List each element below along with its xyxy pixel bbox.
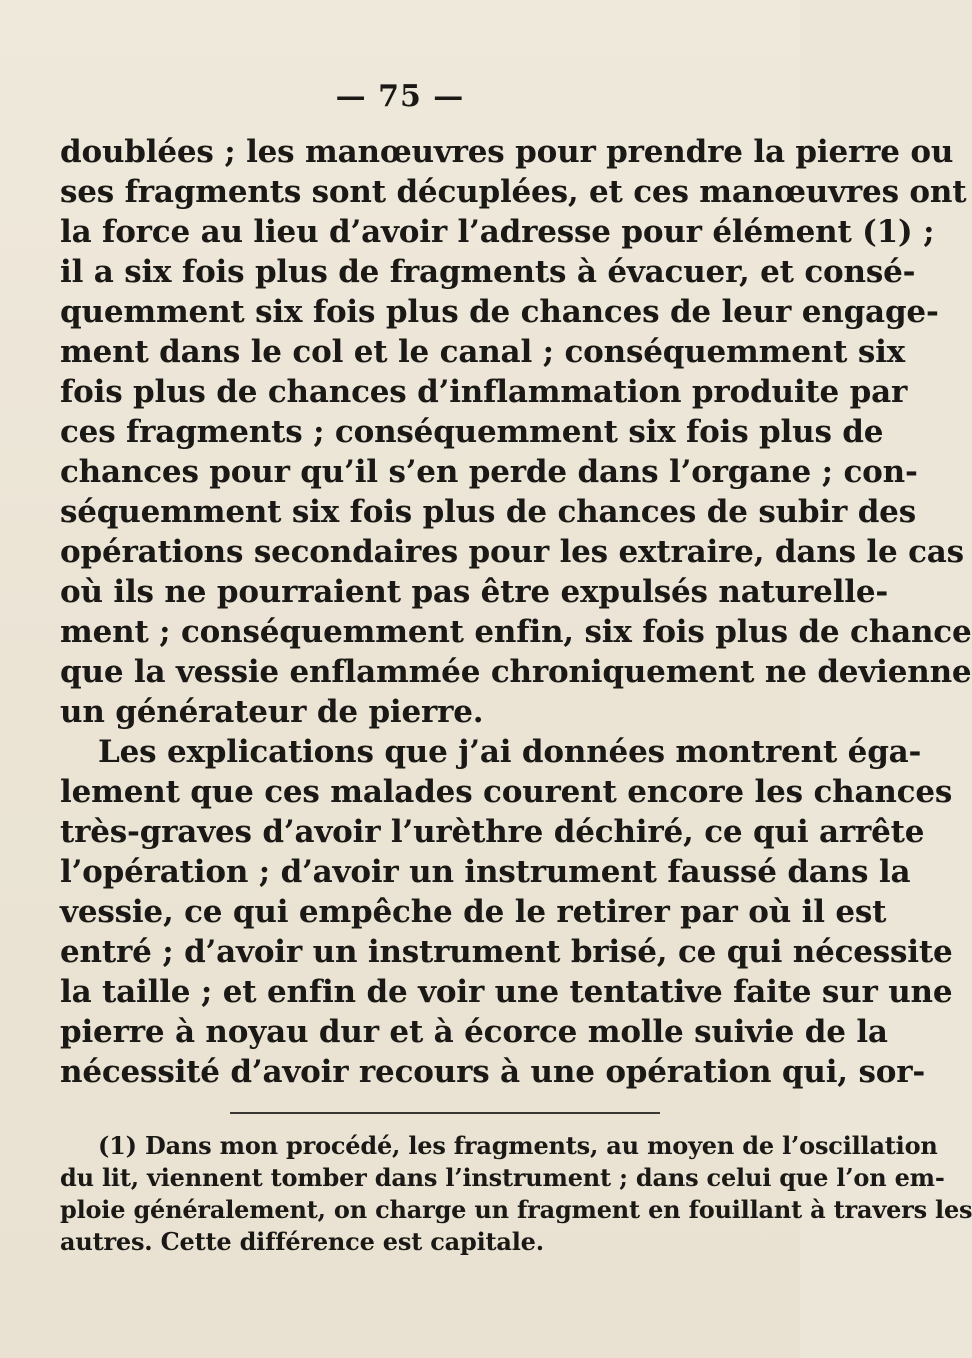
body-line: chances pour qu’il s’en perde dans l’organe ; con- <box>60 454 918 490</box>
body-line: la taille ; et enfin de voir une tentative faite sur une <box>60 974 953 1010</box>
body-line: quemment six fois plus de chances de leur engage- <box>60 294 939 330</box>
page-number: — 75 — <box>335 79 465 114</box>
body-line: pierre à noyau dur et à écorce molle suivie de la <box>60 1014 888 1050</box>
body-line: nécessité d’avoir recours à une opération qui, sor- <box>60 1054 926 1090</box>
body-line: séquemment six fois plus de chances de subir des <box>60 494 916 530</box>
footnote-separator <box>230 1112 660 1114</box>
body-line: fois plus de chances d’inflammation produite par <box>60 374 908 410</box>
body-line: la force au lieu d’avoir l’adresse pour élément (1) ; <box>60 214 935 250</box>
body-line: ses fragments sont décuplées, et ces manœuvres ont <box>60 174 967 210</box>
body-line: il a six fois plus de fragments à évacuer, et consé- <box>60 254 916 290</box>
body-line: Les explications que j’ai données montrent éga- <box>98 734 922 770</box>
body-line: entré ; d’avoir un instrument brisé, ce qui nécessite <box>60 934 953 970</box>
footnote-line: du lit, viennent tomber dans l’instrument ; dans celui que l’on em- <box>60 1163 945 1192</box>
body-line: où ils ne pourraient pas être expulsés naturelle- <box>60 574 889 610</box>
body-line: très-graves d’avoir l’urèthre déchiré, ce qui arrête <box>60 814 925 850</box>
body-line: vessie, ce qui empêche de le retirer par où il est <box>60 894 887 930</box>
footnote-line: ploie généralement, on charge un fragment en fouillant à travers les <box>60 1195 972 1224</box>
body-line: opérations secondaires pour les extraire, dans le cas <box>60 534 964 570</box>
body-line: que la vessie enflammée chroniquement ne devienne <box>60 654 972 690</box>
body-line: ment ; conséquemment enfin, six fois plus de chance <box>60 614 972 650</box>
body-line: ment dans le col et le canal ; conséquemment six <box>60 334 905 370</box>
footnote-line: autres. Cette différence est capitale. <box>60 1227 544 1256</box>
footnote-line: (1) Dans mon procédé, les fragments, au moyen de l’oscillation <box>98 1131 938 1160</box>
body-line: ces fragments ; conséquemment six fois plus de <box>60 414 884 450</box>
body-line: lement que ces malades courent encore les chances <box>60 774 953 810</box>
body-line: l’opération ; d’avoir un instrument faussé dans la <box>60 854 911 890</box>
body-line: doublées ; les manœuvres pour prendre la pierre ou <box>60 134 954 170</box>
body-line: un générateur de pierre. <box>60 694 484 730</box>
